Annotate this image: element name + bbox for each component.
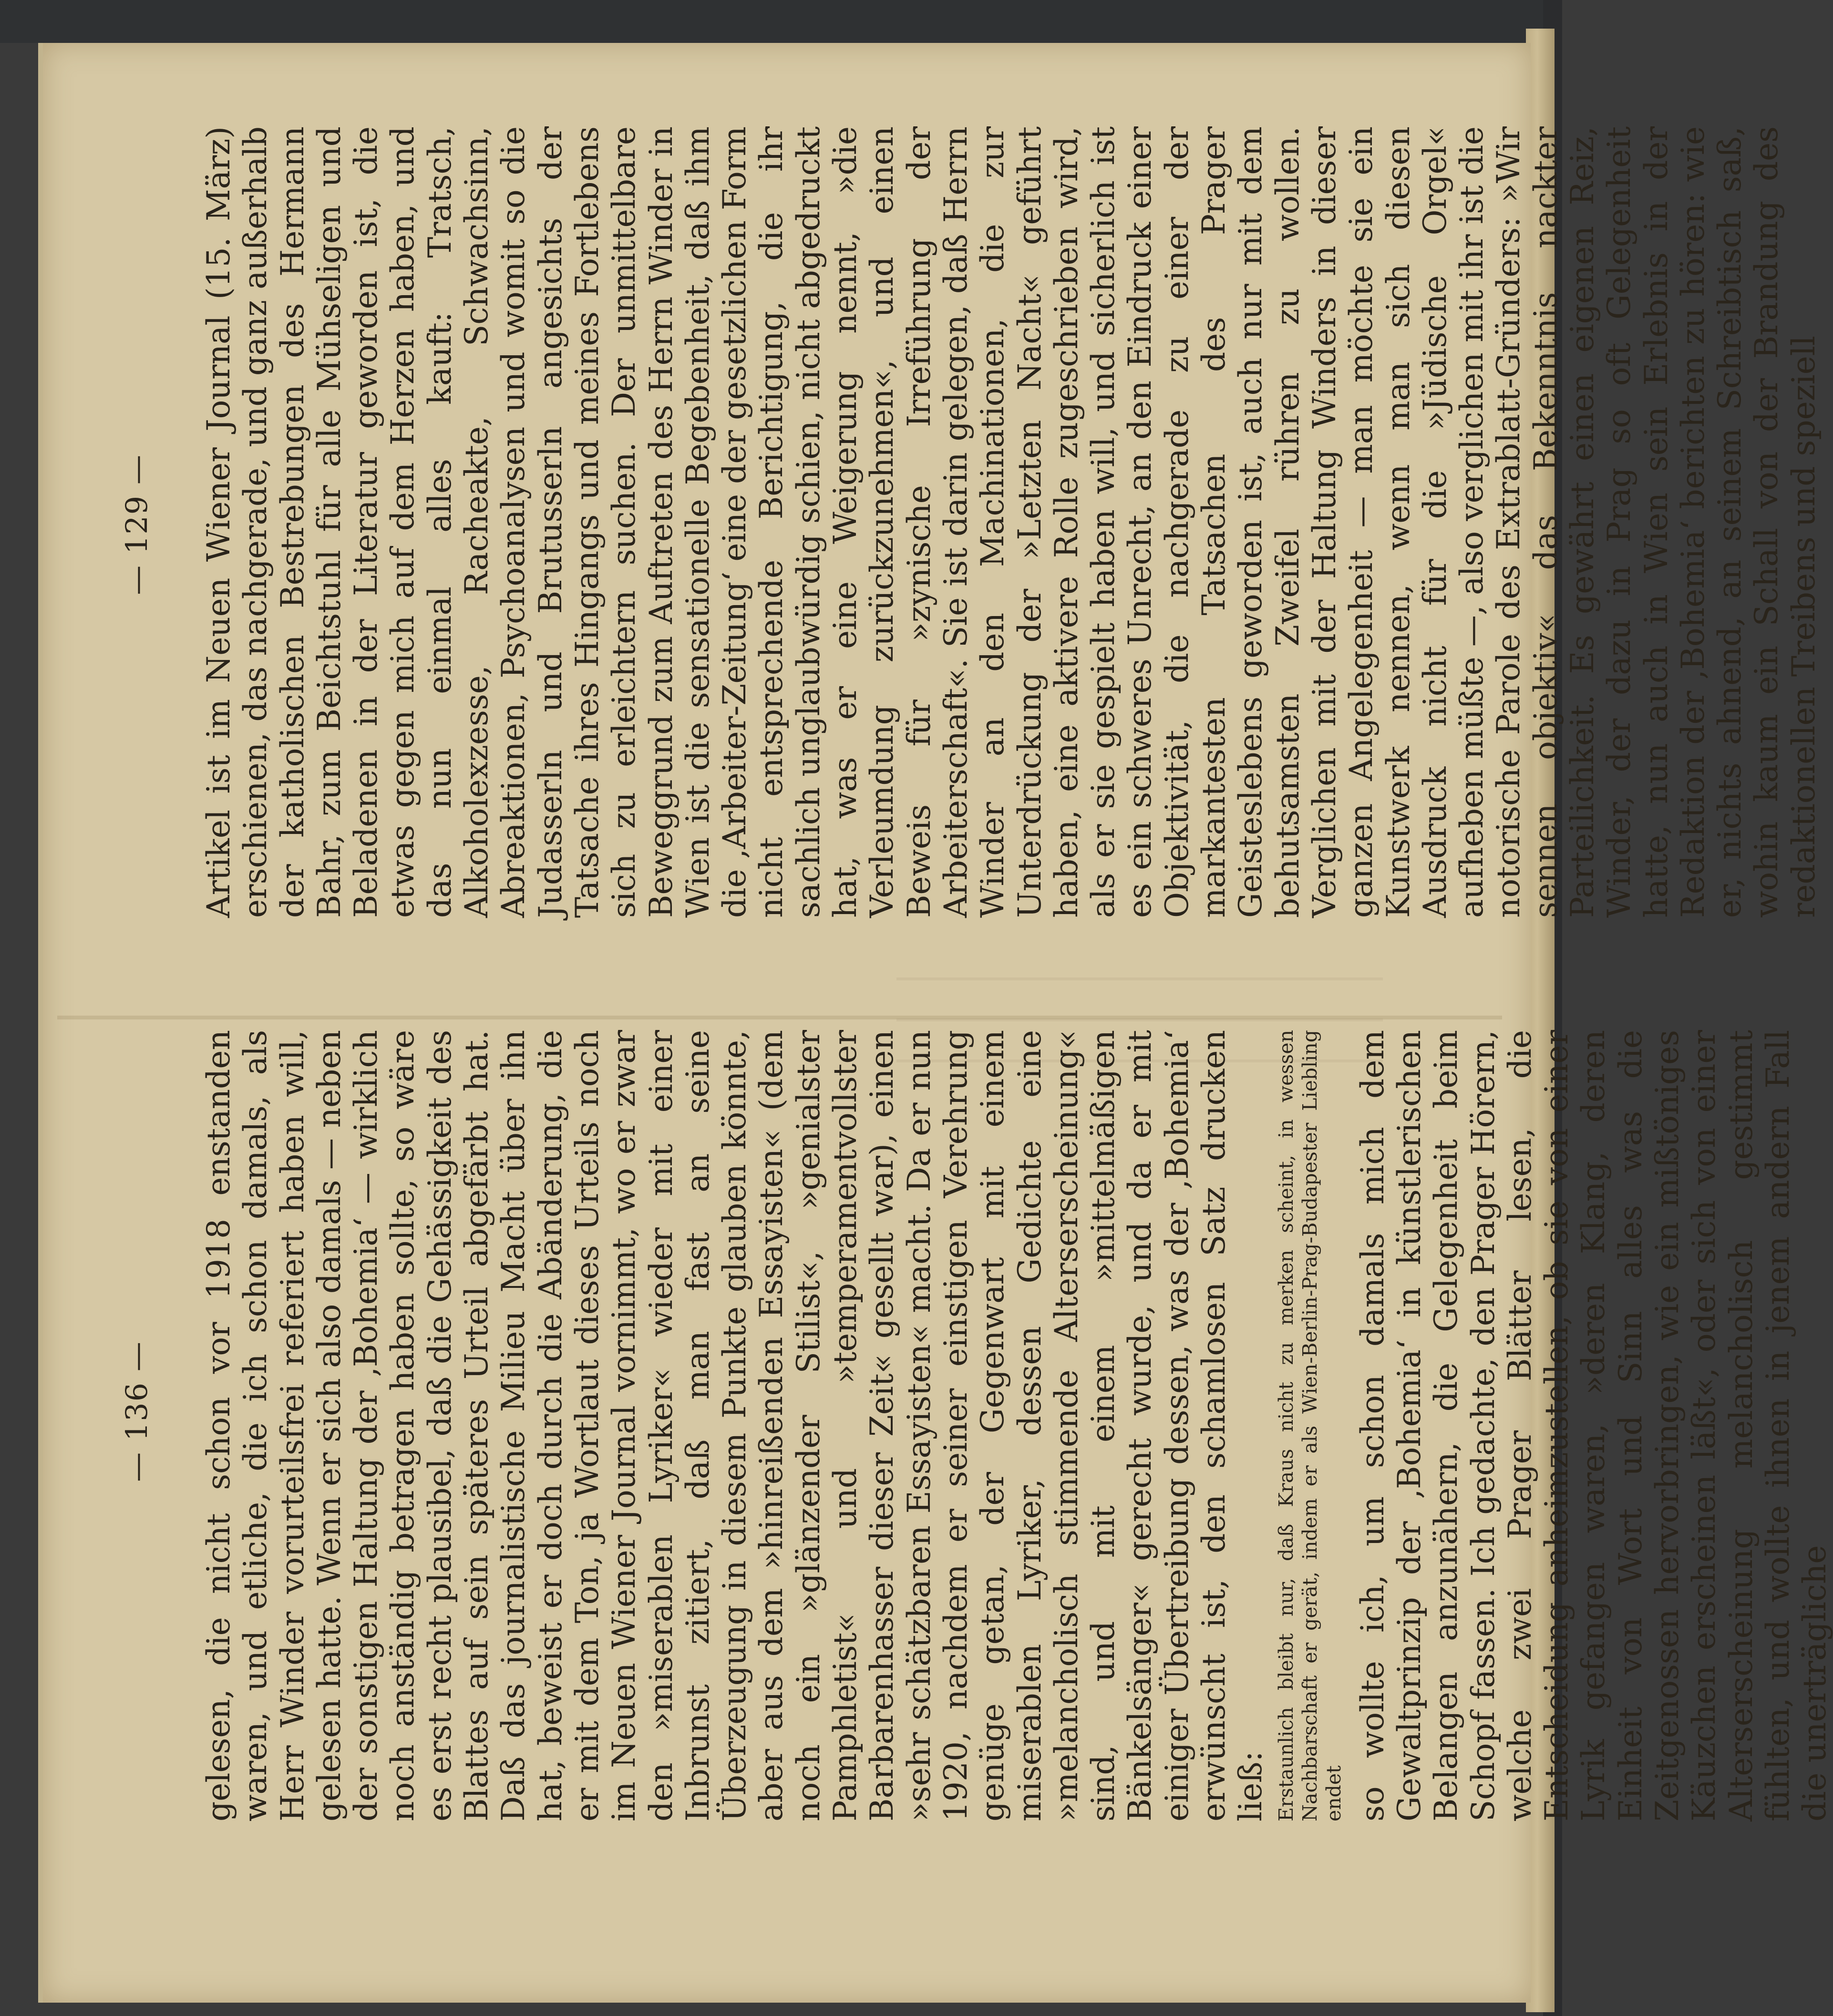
- paragraph: so wollte ich, um schon damals mich dem Gewaltprinzip der ‚Bohemia‘ in künstlerischen Belangen anzunähern, die Gelegenheit beim Schopf fassen. Ich gedachte, den Prager Hörern, welche zwei Prager Blätter lesen, die Entscheidung anheimzustellen, ob sie von einer Lyrik gefangen waren, »deren Klang, deren Einheit von Wort und Sinn alles was die Zeitgenossen hervorbringen, wie ein mißtöniges Käuzchen erscheinen läßt«, oder sich von einer Alterserscheinung melancholisch gestimmt fühlten, und wollte ihnen in jenem andern Fall die unerträgliche: [1354, 1030, 1833, 1821]
- footnote: Erstaunlich bleibt nur, daß Kraus nicht zu merken scheint, in wessen Nachbarschaft er gerät, indem er als Wien-Berlin-Prag-Budapester Liebling endet: [1274, 1030, 1345, 1821]
- page-129-text: [200, 126, 1822, 918]
- scanner-background-top: [0, 0, 1562, 43]
- paragraph: gelesen, die nicht schon vor 1918 enstanden waren, und etliche, die ich schon damals, als Herr Winder vorurteilsfrei referiert haben will, gelesen hatte. Wenn er sich also damals — neben der sonstigen Haltung der ‚Bohemia‘ — wirklich noch anständig betragen haben sollte, so wäre es erst recht plausibel, daß die Gehässigkeit des Blattes auf sein späteres Urteil abgefärbt hat. Daß das journalistische Milieu Macht über ihn hat, beweist er doch durch die Abänderung, die er mit dem Ton, ja Wortlaut dieses Urteils noch im Neuen Wiener Journal vornimmt, wo er zwar den »miserablen Lyriker« wieder mit einer Inbrunst zitiert, daß man fast an seine Überzeugung in diesem Punkte glauben könnte, aber aus dem »hinreißenden Essayisten« (dem noch ein »glänzender Stilist«, »genialster Pamphletist« und »temperamentvollster Barbarenhasser dieser Zeit« gesellt war), einen »sehr schätzbaren Essayisten« macht. Da er nun 1920, nachdem er seiner einstigen Verehrung genüge getan, der Gegenwart mit einem miserablen Lyriker, dessen Gedichte eine »melancholisch stimmende Alterserscheinung« sind, und mit einem »mittelmäßigen Bänkelsänger« gerecht wurde, und da er mit einiger Übertreibung dessen, was der ‚Bohemia‘ erwünscht ist, den schamlosen Satz drucken ließ:: [200, 1030, 1269, 1821]
- page-number: — 136 —: [119, 1341, 154, 1482]
- paragraph: Artikel ist im Neuen Wiener Journal (15. März) erschienen, das nachgerade, und ganz außerhalb der katholischen Bestrebungen des Hermann Bahr, zum Beichtstuhl für alle Mühseligen und Beladenen in der Literatur geworden ist, die etwas gegen mich auf dem Herzen haben, und das nun einmal alles kauft: Tratsch, Alkoholexzesse, Racheakte, Schwachsinn, Abreaktionen, Psychoanalysen und womit so die Judasserln und Brutusserln angesichts der Tatsache ihres Hingangs und meines Fortlebens sich zu erleichtern suchen. Der unmittelbare Beweggrund zum Auftreten des Herrn Winder in Wien ist die sensationelle Begebenheit, daß ihm die ‚Arbeiter-Zeitung‘ eine der gesetzlichen Form nicht entsprechende Berichtigung, die ihr sachlich unglaubwürdig schien, nicht abgedruckt hat, was er eine Weigerung nennt, »die Verleumdung zurückzunehmen«, und einen Beweis für »zynische Irreführung der Arbeiterschaft«. Sie ist darin gelegen, daß Herrn Winder an den Machinationen, die zur Unterdrückung der »Letzten Nacht« geführt haben, eine aktivere Rolle zugeschrieben wird, als er sie gespielt haben will, und sicherlich ist es ein schweres Unrecht, an den Eindruck einer Objektivität, die nachgerade zu einer der markantesten Tatsachen des Prager Geisteslebens geworden ist, auch nur mit dem behutsamsten Zweifel rühren zu wollen. Verglichen mit der Haltung Winders in dieser ganzen Angelegenheit — man möchte sie ein Kunstwerk nennen, wenn man sich diesen Ausdruck nicht für die »Jüdische Orgel« aufheben müßte —, also verglichen mit ihr ist die notorische Parole des Extrablatt-Gründers: »Wir sennen objektiv« das Bekenntnis nackter Parteilichkeit. Es gewährt einen eigenen Reiz, Winder, der dazu in Prag so oft Gelegenheit hatte, nun auch in Wien sein Erlebnis in der Redaktion der ‚Bohemia‘ berichten zu hören: wie er, nichts ahnend, an seinem Schreibtisch saß, wohin kaum ein Schall von der Brandung des redaktionellen Treibens und speziell: [200, 126, 1822, 918]
- page-number: — 129 —: [119, 454, 154, 595]
- page-136-text: [200, 1030, 1833, 1821]
